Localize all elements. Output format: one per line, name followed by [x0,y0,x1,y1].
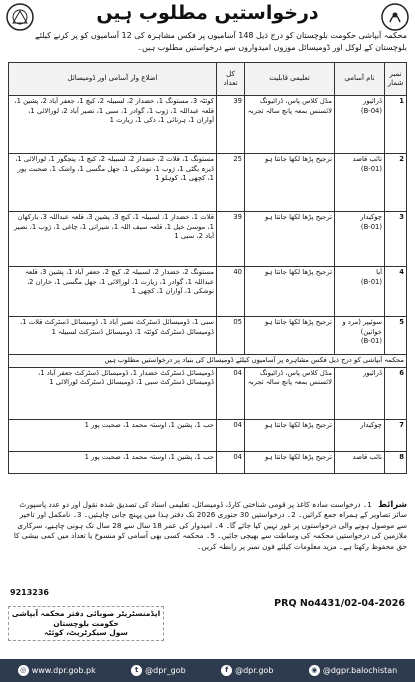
row-qualification: مڈل کلاس پاس، ڈرائیونگ لائسنس بمعہ پانچ سالہ تجربہ [245,96,335,154]
row-serial: 6 [385,367,407,419]
row-total: 04 [217,367,245,419]
table-row [9,317,407,355]
row-qualification: مڈل کلاس پاس، ڈرائیونگ لائسنس بمعہ پانچ سالہ تجربہ [245,367,335,419]
table-note: محکمہ آبپاشی کو درج ذیل فکس مشاہرہ پر آسامیوں کیلئے ڈومیسائل کی بنیاد پر درخواستیں مطلوب ہیں [9,355,407,368]
row-qualification: ترجیح پڑھا لکھا جانتا ہو [245,212,335,267]
row-total: 05 [217,317,245,355]
dpr-logo-icon [381,3,409,31]
row-serial: 5 [385,317,407,355]
table-row [9,212,407,267]
row-post: ڈرائیور (B-04) [335,96,385,154]
row-districts: مستونگ 2، خضدار 2، لسبیلہ 2، کیچ 2، جعفر آباد 1، پشین 3، قلعہ عبداللہ 1، گوادر 1، زیارت 1، لورالائی 1، جھل مگسی 1، خاران 2، نوشکی 1، آواران 1، کچھی 1 [9,267,217,317]
prq-number: PRQ No4431/02-04-2026 [274,598,405,609]
page-title: درخواستیں مطلوب ہیں [96,2,319,24]
row-post: چوکیدار (B-01) [335,212,385,267]
row-districts: قلات 1، خضدار 1، لسبیلہ 1، کیچ 3، پشین 3، قلعہ عبداللہ 3، بارکھان 1، موسیٰ خیل 1، قلعہ سیف اللہ 1، شیرانی 1، چاغی 1، ژوب 1، نصیر آباد 2، سبی 1 [9,212,217,267]
row-qualification: ترجیح پڑھا لکھا جانتا ہو [245,317,335,355]
footer-twitter[interactable] [131,665,186,676]
intro-text: محکمہ آبپاشی حکومت بلوچستان کو درج ذیل 148 آسامیوں پر فکس مشاہرہ کی 12 آسامیوں کو پر کرنے کیلئے بلوچستان کے لوکل اور ڈومیسائل موزوں امیدواروں سے درخواستیں مطلوب ہیں۔ [35,31,407,52]
row-post: چوکیدار [335,419,385,451]
row-total: 25 [217,154,245,212]
table-header-row [9,63,407,96]
row-serial: 1 [385,96,407,154]
row-total: 40 [217,267,245,317]
row-serial: 8 [385,451,407,473]
signature-line-1: ایڈمنسٹریٹر صوبائی دفتر محکمہ آبپاشی حکومت بلوچستان [11,609,161,628]
table-row [9,96,407,154]
row-districts: مستونگ 1، قلات 2، خضدار 2، لسبیلہ 2، کیچ 1، پنجگور 1، لورالائی 1، ڈیرہ بگٹی 1، ژوب 1، نوشکی 1، جھل مگسی 1، واشک 1، صحبت پور 1، کچھی 1، کوہلو 1 [9,154,217,212]
row-post: نائب قاصد [335,451,385,473]
row-post: آیا (B-01) [335,267,385,317]
signature-line-2: سول سیکرٹریٹ، کوئٹہ [44,628,128,637]
instagram-icon: ◉ [309,665,320,676]
website-link[interactable]: www.dpr.gob.pk [31,666,96,675]
vacancy-table [8,62,407,474]
globe-icon: ◎ [18,665,29,676]
row-post: نائب قاصد (B-01) [335,154,385,212]
row-qualification: ترجیح پڑھا لکھا جانتا ہو [245,419,335,451]
row-total: 39 [217,212,245,267]
row-post: سوئیپر (مرد و خواتین) (B-01) [335,317,385,355]
row-serial: 2 [385,154,407,212]
row-total: 39 [217,96,245,154]
row-districts: کوئٹہ 3، مستونگ 1، خضدار 2، لسبیلہ 2، کیچ 1، جعفر آباد 2، پشین 1، قلعہ عبداللہ 1، ژوب 1، گوادر 1، سبی 1، نصیر آباد 2، لورالائی 1، آواران 1، ہرنائی 1، دکی 1، زیارت 1 [9,96,217,154]
row-districts: حب 1، پشین 1، اوستہ محمد 1، صحبت پور 1 [9,419,217,451]
row-total: 04 [217,451,245,473]
table-note-row [9,355,407,368]
row-serial: 3 [385,212,407,267]
terms-body: 1۔ درخواست سادہ کاغذ پر قومی شناختی کارڈ، ڈومیسائل، تعلیمی اسناد کی تصدیق شدہ نقول اور دو عدد پاسپورٹ سائز تصاویر کے ہمراہ جمع کرائیں۔ 2۔ درخواستیں 30 جنوری 2026 تک دفتر ہذا میں پہنچ جانی چاہئیں۔ 3۔ نامکمل اور تاخیر سے موصول ہونے والی درخواستوں پر غور نہیں کیا جائے گا۔ 4۔ امیدوار کی عمر 18 سال سے 28 سال تک ہونی چاہیے، سرکاری ملازمین کی درخواستیں محکمہ کی وساطت سے بھیجی جائیں۔ 5۔ محکمہ کسی بھی آسامی کو منسوخ یا تعداد میں کمی بیشی کا حق محفوظ رکھتا ہے۔ مزید معلومات کیلئے فون نمبر پر رابطہ کریں۔ [13,500,407,551]
table-row [9,154,407,212]
header-districts: اضلاع وار آسامی اور ڈومیسائل [9,63,217,96]
facebook-link[interactable]: @dpr.gob [235,666,274,675]
header-total: کل تعداد [217,63,245,96]
row-post: ڈرائیور [335,367,385,419]
table-row [9,267,407,317]
footer-instagram[interactable] [309,665,397,676]
row-serial: 4 [385,267,407,317]
row-districts: حب 1، پشین 1، اوستہ محمد 1، صحبت پور 1 [9,451,217,473]
table-row [9,367,407,419]
header-post: نام آسامی [335,63,385,96]
twitter-icon: t [131,665,142,676]
row-qualification: ترجیح پڑھا لکھا جانتا ہو [245,154,335,212]
row-qualification: ترجیح پڑھا لکھا جانتا ہو [245,451,335,473]
row-serial: 7 [385,419,407,451]
contact-phone: 9213236 [10,588,49,597]
instagram-link[interactable]: @dgpr.balochistan [322,666,398,675]
balochistan-emblem-icon [6,3,34,31]
row-total: 04 [217,419,245,451]
header-qualification: تعلیمی قابلیت [245,63,335,96]
row-districts: ڈومیسائل ڈسٹرکٹ خضدار 1، ڈومیسائل ڈسٹرکٹ جعفر آباد 1، ڈومیسائل ڈسٹرکٹ سبی 1، ڈومیسائل ڈسٹرکٹ لورالائی 1 [9,367,217,419]
row-qualification: ترجیح پڑھا لکھا جانتا ہو [245,267,335,317]
row-districts: سبی 1، ڈومیسائل ڈسٹرکٹ نصیر آباد 1، ڈومیسائل ڈسٹرکٹ قلات 1، ڈومیسائل ڈسٹرکٹ کوئٹہ 1، ڈومیسائل ڈسٹرکٹ لسبیلہ 1 [9,317,217,355]
footer-facebook[interactable] [221,665,273,676]
signature-block [8,606,164,641]
table-row [9,419,407,451]
header-serial: نمبر شمار [385,63,407,96]
footer-bar [0,659,415,682]
terms-section [8,500,407,552]
facebook-icon: f [221,665,232,676]
footer-website[interactable] [18,665,96,676]
terms-heading: شرائط [378,500,407,510]
table-row [9,451,407,473]
twitter-link[interactable]: @dpr_gob [145,666,186,675]
